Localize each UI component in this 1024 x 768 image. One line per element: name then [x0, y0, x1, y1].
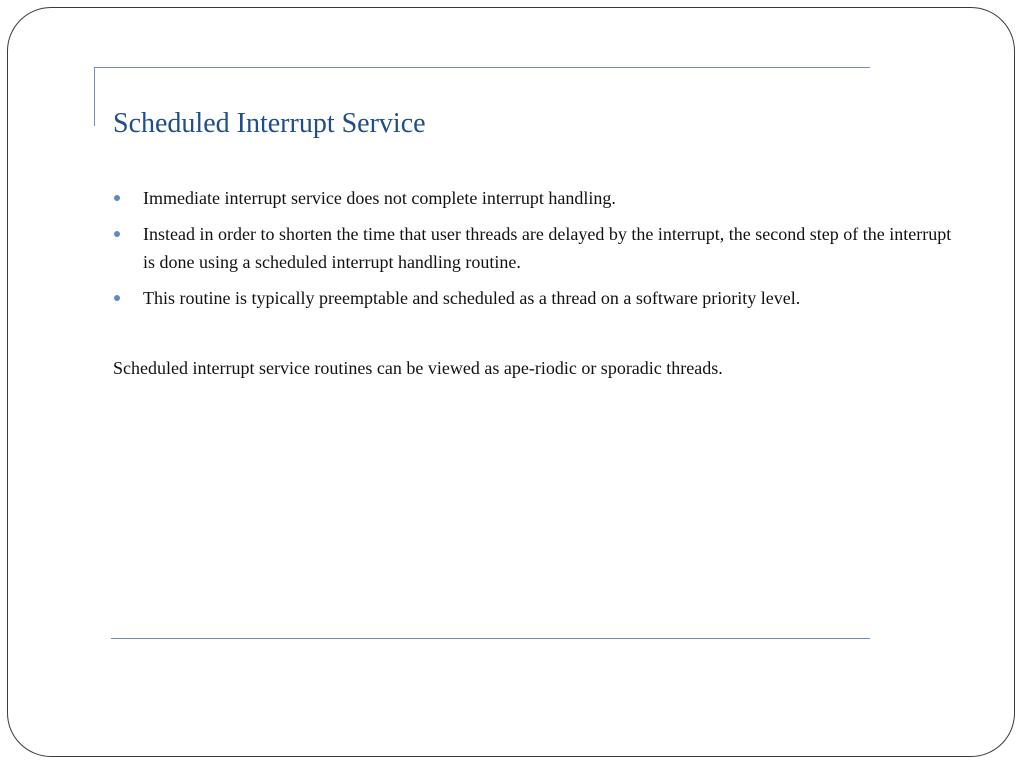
slide-title: Scheduled Interrupt Service [113, 108, 426, 139]
bullet-text: Immediate interrupt service does not complete interrupt handling. [143, 188, 616, 208]
top-rule [94, 67, 870, 68]
bullet-item [113, 184, 963, 212]
bullet-dot-icon [114, 231, 120, 237]
left-rule [94, 67, 95, 126]
bullet-text: This routine is typically preemptable and scheduled as a thread on a software priority level. [143, 288, 801, 308]
summary-paragraph: Scheduled interrupt service routines can be viewed as ape-riodic or sporadic threads. [113, 358, 723, 378]
bullet-list [113, 184, 963, 320]
bullet-item [113, 284, 963, 312]
bullet-dot-icon [114, 295, 120, 301]
bullet-dot-icon [114, 195, 120, 201]
bottom-rule [111, 638, 870, 639]
bullet-item [113, 220, 963, 276]
bullet-text: Instead in order to shorten the time that user threads are delayed by the interrupt, the second step of the interrupt is done using a scheduled interrupt handling routine. [143, 224, 952, 272]
